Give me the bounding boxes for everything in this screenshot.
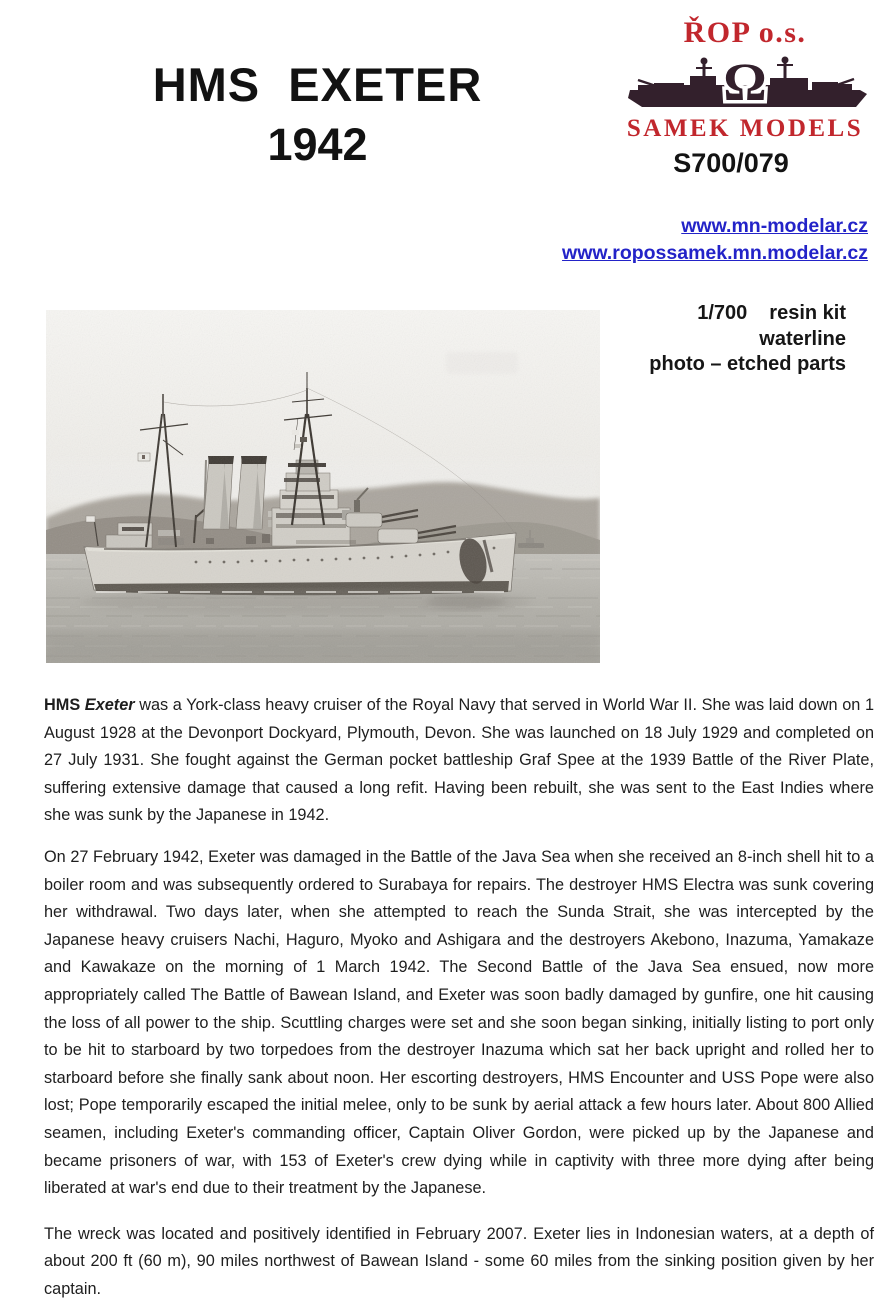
omega-glyph: Ω <box>723 52 767 112</box>
kit-number: S700/079 <box>673 148 789 178</box>
website-link-secondary[interactable]: www.ropossamek.mn.modelar.cz <box>562 242 868 264</box>
logo-org-text: ŘOP o.s. <box>683 16 807 49</box>
page-subtitle-year: 1942 <box>267 119 368 171</box>
website-links <box>562 213 868 267</box>
body-paragraph-2: On 27 February 1942, Exeter was damaged in the Battle of the Java Sea when she received an 8-inch shell hit to a boiler room and was subsequently ordered to Surabaya for repairs. The destroyer HMS Electra was sunk covering her withdrawal. Two days later, when she attempted to reach the Sunda Strait, she was intercepted by the Japanese heavy cruisers Nachi, Haguro, Myoko and Ashigara and the destroyers Akebono, Inazuma, Yamakaze and Kawakaze on the morning of 1 March 1942. The Second Battle of the Java Sea ensued, now more appropriately called The Battle of Bawean Island, and Exeter was soon badly damaged by gunfire, one hit causing the loss of all power to the ship. Scuttling charges were set and she soon began sinking, initially listing to port only to be hit to starboard by two torpedoes from the destroyer Inazuma which sat her back upright and rolled her to starboard before she finally sank about noon. Her escorting destroyers, HMS Encounter and USS Pope were also lost; Pope temporarily escaped the initial melee, only to be sunk by aerial attack a few hours later. About 800 Allied seamen, including Exeter's commanding officer, Captain Oliver Gordon, were picked up by the Japanese and became prisoners of war, with 153 of Exeter's crew dying while in captivity with three more dying after being liberated at war's end due to their treatment by the Japanese. <box>44 847 874 1198</box>
kit-type: resin kit <box>769 302 846 324</box>
kit-info-photoetch: photo – etched parts <box>649 353 846 375</box>
ship-photo <box>46 310 600 663</box>
kit-info-waterline: waterline <box>759 327 846 350</box>
website-link-primary[interactable]: www.mn-modelar.cz <box>681 215 868 237</box>
brand-logo-block <box>616 16 874 143</box>
body-paragraph-3: The wreck was located and positively identified in February 2007. Exeter lies in Indonesian waters, at a depth of about 200 ft (60 m), 90 miles northwest of Bawean Island - some 60 miles from the sinking position given by her captain. <box>44 1224 874 1298</box>
kit-scale: 1/700 <box>697 302 748 324</box>
para1-lead-bold: HMS <box>44 696 85 714</box>
article-text <box>44 692 874 1303</box>
document-title <box>60 58 575 170</box>
kit-info-scale-line <box>649 301 846 327</box>
battleship-logo-icon <box>620 52 870 114</box>
para1-lead-italic: Exeter <box>84 696 135 714</box>
kit-info-block <box>649 301 846 378</box>
logo-brand-text: SAMEK MODELS <box>626 115 864 142</box>
para1-text: was a York-class heavy cruiser of the Royal Navy that served in World War II. She was laid down on 1 August 1928 at the Devonport Dockyard, Plymouth, Devon. She was launched on 18 July 1929 and completed on 27 July 1931. She fought against the German pocket battleship Graf Spee at the 1939 Battle of the River Plate, suffering extensive damage that caused a long refit. Having been rebuilt, she was sent to the East Indies where she was sunk by the Japanese in 1942. <box>44 696 875 825</box>
photo-grain-overlay <box>46 310 600 663</box>
body-paragraph-1 <box>44 692 874 830</box>
page-title: HMS EXETER <box>152 58 483 111</box>
